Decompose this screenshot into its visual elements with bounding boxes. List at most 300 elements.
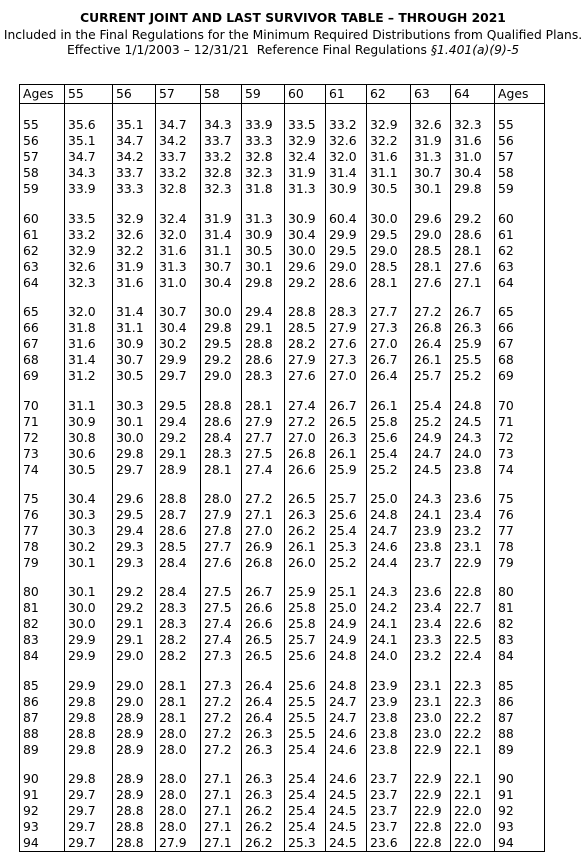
group-spacer xyxy=(20,197,545,210)
spacer-cell xyxy=(201,478,242,491)
spacer-cell xyxy=(65,384,113,397)
table-cell: 32.6 xyxy=(113,227,156,243)
table-cell: 25.7 xyxy=(326,491,367,507)
table-cell: 28.1 xyxy=(156,710,201,726)
spacer-cell xyxy=(285,758,326,771)
row-age-right: 69 xyxy=(495,368,545,384)
spacer-cell xyxy=(65,478,113,491)
table-row xyxy=(20,320,545,336)
table-cell: 24.8 xyxy=(326,648,367,664)
table-cell: 23.4 xyxy=(411,616,451,632)
table-cell: 31.6 xyxy=(367,149,411,165)
table-cell: 22.1 xyxy=(451,742,495,758)
group-spacer xyxy=(20,664,545,677)
row-age-right: 82 xyxy=(495,616,545,632)
table-cell: 32.3 xyxy=(451,117,495,133)
row-age: 78 xyxy=(20,539,65,555)
row-age-right: 80 xyxy=(495,584,545,600)
table-cell: 30.1 xyxy=(411,181,451,197)
table-cell: 30.7 xyxy=(411,165,451,181)
table-cell: 29.8 xyxy=(65,771,113,787)
row-age-right: 55 xyxy=(495,117,545,133)
table-cell: 22.1 xyxy=(451,771,495,787)
row-age: 86 xyxy=(20,694,65,710)
spacer-cell xyxy=(242,758,285,771)
table-cell: 29.3 xyxy=(113,555,156,571)
table-cell: 26.6 xyxy=(242,600,285,616)
table-cell: 23.2 xyxy=(451,523,495,539)
table-cell: 24.8 xyxy=(451,398,495,414)
spacer-cell xyxy=(367,758,411,771)
table-cell: 26.2 xyxy=(285,523,326,539)
table-cell: 24.1 xyxy=(367,632,411,648)
table-cell: 30.9 xyxy=(285,211,326,227)
table-cell: 30.0 xyxy=(113,430,156,446)
spacer-cell xyxy=(20,291,65,304)
table-cell: 31.0 xyxy=(156,275,201,291)
table-cell: 29.9 xyxy=(156,352,201,368)
table-cell: 23.7 xyxy=(367,787,411,803)
spacer-cell xyxy=(285,291,326,304)
table-cell: 26.1 xyxy=(326,446,367,462)
table-row xyxy=(20,462,545,478)
table-cell: 29.5 xyxy=(201,336,242,352)
header-age-57: 57 xyxy=(156,85,201,104)
table-cell: 24.6 xyxy=(326,726,367,742)
group-spacer xyxy=(20,104,545,118)
table-cell: 29.8 xyxy=(242,275,285,291)
table-cell: 27.0 xyxy=(367,336,411,352)
table-cell: 30.1 xyxy=(65,555,113,571)
table-cell: 28.2 xyxy=(156,632,201,648)
row-age: 72 xyxy=(20,430,65,446)
table-cell: 26.5 xyxy=(242,648,285,664)
table-cell: 29.9 xyxy=(65,648,113,664)
table-cell: 22.9 xyxy=(451,555,495,571)
table-cell: 28.0 xyxy=(156,726,201,742)
table-cell: 25.4 xyxy=(285,819,326,835)
table-cell: 22.4 xyxy=(451,648,495,664)
table-cell: 25.1 xyxy=(326,584,367,600)
table-body xyxy=(20,104,545,852)
spacer-cell xyxy=(411,384,451,397)
spacer-cell xyxy=(156,384,201,397)
header-age-59: 59 xyxy=(242,85,285,104)
spacer-cell xyxy=(201,758,242,771)
table-cell: 23.7 xyxy=(367,819,411,835)
group-spacer xyxy=(20,291,545,304)
table-cell: 33.5 xyxy=(65,211,113,227)
table-cell: 25.7 xyxy=(411,368,451,384)
row-age-right: 68 xyxy=(495,352,545,368)
table-cell: 27.1 xyxy=(201,771,242,787)
header-age-60: 60 xyxy=(285,85,326,104)
table-cell: 28.6 xyxy=(156,523,201,539)
row-age: 60 xyxy=(20,211,65,227)
spacer-cell xyxy=(326,758,367,771)
spacer-cell xyxy=(495,664,545,677)
row-age: 92 xyxy=(20,803,65,819)
table-cell: 28.9 xyxy=(113,742,156,758)
row-age: 90 xyxy=(20,771,65,787)
table-cell: 24.9 xyxy=(326,616,367,632)
table-cell: 29.2 xyxy=(201,352,242,368)
row-age: 77 xyxy=(20,523,65,539)
table-cell: 25.6 xyxy=(285,678,326,694)
table-cell: 28.1 xyxy=(451,243,495,259)
table-cell: 27.5 xyxy=(201,600,242,616)
table-cell: 27.2 xyxy=(285,414,326,430)
table-cell: 25.6 xyxy=(285,648,326,664)
table-cell: 23.8 xyxy=(451,462,495,478)
table-cell: 29.2 xyxy=(113,584,156,600)
spacer-cell xyxy=(156,104,201,118)
row-age: 71 xyxy=(20,414,65,430)
table-cell: 27.4 xyxy=(242,462,285,478)
table-cell: 30.9 xyxy=(65,414,113,430)
table-cell: 28.1 xyxy=(156,678,201,694)
spacer-cell xyxy=(201,104,242,118)
table-cell: 23.3 xyxy=(411,632,451,648)
table-row xyxy=(20,227,545,243)
table-cell: 25.2 xyxy=(451,368,495,384)
table-cell: 28.5 xyxy=(367,259,411,275)
table-cell: 23.8 xyxy=(367,710,411,726)
table-cell: 22.9 xyxy=(411,787,451,803)
group-spacer xyxy=(20,571,545,584)
table-cell: 31.6 xyxy=(156,243,201,259)
table-cell: 28.5 xyxy=(285,320,326,336)
table-cell: 25.4 xyxy=(285,787,326,803)
table-cell: 25.5 xyxy=(285,694,326,710)
spacer-cell xyxy=(285,478,326,491)
table-header-row xyxy=(20,85,545,104)
table-cell: 32.6 xyxy=(326,133,367,149)
table-row xyxy=(20,430,545,446)
table-cell: 29.5 xyxy=(156,398,201,414)
table-cell: 30.3 xyxy=(65,507,113,523)
table-cell: 27.6 xyxy=(285,368,326,384)
table-cell: 24.1 xyxy=(411,507,451,523)
table-cell: 23.7 xyxy=(367,803,411,819)
row-age-right: 90 xyxy=(495,771,545,787)
table-cell: 33.9 xyxy=(242,117,285,133)
table-cell: 28.8 xyxy=(242,336,285,352)
table-cell: 28.1 xyxy=(367,275,411,291)
table-cell: 22.2 xyxy=(451,726,495,742)
spacer-cell xyxy=(326,478,367,491)
table-cell: 22.3 xyxy=(451,678,495,694)
table-cell: 25.2 xyxy=(411,414,451,430)
spacer-cell xyxy=(451,197,495,210)
table-cell: 23.8 xyxy=(411,539,451,555)
table-cell: 25.4 xyxy=(367,446,411,462)
spacer-cell xyxy=(326,291,367,304)
row-age-right: 57 xyxy=(495,149,545,165)
table-cell: 35.1 xyxy=(113,117,156,133)
row-age-right: 73 xyxy=(495,446,545,462)
table-cell: 27.6 xyxy=(201,555,242,571)
table-cell: 29.2 xyxy=(451,211,495,227)
row-age: 88 xyxy=(20,726,65,742)
table-cell: 23.6 xyxy=(451,491,495,507)
spacer-cell xyxy=(20,571,65,584)
table-cell: 27.6 xyxy=(326,336,367,352)
table-cell: 24.6 xyxy=(367,539,411,555)
table-cell: 33.5 xyxy=(285,117,326,133)
table-cell: 24.4 xyxy=(367,555,411,571)
table-cell: 31.6 xyxy=(65,336,113,352)
table-cell: 23.8 xyxy=(367,742,411,758)
table-cell: 23.6 xyxy=(411,584,451,600)
table-cell: 23.8 xyxy=(367,726,411,742)
row-age: 67 xyxy=(20,336,65,352)
table-cell: 27.4 xyxy=(201,632,242,648)
table-cell: 31.9 xyxy=(201,211,242,227)
table-cell: 27.1 xyxy=(201,819,242,835)
header-age-58: 58 xyxy=(201,85,242,104)
table-cell: 28.1 xyxy=(242,398,285,414)
table-row xyxy=(20,181,545,197)
table-cell: 34.2 xyxy=(156,133,201,149)
table-cell: 24.5 xyxy=(451,414,495,430)
table-cell: 28.5 xyxy=(156,539,201,555)
table-row xyxy=(20,414,545,430)
table-cell: 33.2 xyxy=(326,117,367,133)
table-cell: 31.4 xyxy=(201,227,242,243)
table-row xyxy=(20,742,545,758)
table-cell: 27.1 xyxy=(451,275,495,291)
table-cell: 26.1 xyxy=(285,539,326,555)
table-cell: 32.6 xyxy=(65,259,113,275)
header-age-56: 56 xyxy=(113,85,156,104)
table-row xyxy=(20,694,545,710)
row-age-right: 94 xyxy=(495,835,545,852)
table-cell: 29.7 xyxy=(156,368,201,384)
table-cell: 29.1 xyxy=(156,446,201,462)
table-cell: 27.1 xyxy=(201,787,242,803)
table-cell: 30.1 xyxy=(113,414,156,430)
table-cell: 27.1 xyxy=(201,835,242,852)
table-cell: 26.9 xyxy=(242,539,285,555)
spacer-cell xyxy=(113,384,156,397)
table-cell: 30.0 xyxy=(201,304,242,320)
spacer-cell xyxy=(65,758,113,771)
row-age: 69 xyxy=(20,368,65,384)
table-cell: 25.8 xyxy=(285,600,326,616)
spacer-cell xyxy=(285,197,326,210)
table-row xyxy=(20,835,545,852)
spacer-cell xyxy=(201,291,242,304)
table-row xyxy=(20,787,545,803)
table-cell: 29.1 xyxy=(242,320,285,336)
table-cell: 32.0 xyxy=(156,227,201,243)
table-cell: 29.7 xyxy=(65,803,113,819)
table-row xyxy=(20,539,545,555)
table-cell: 32.9 xyxy=(113,211,156,227)
table-cell: 35.1 xyxy=(65,133,113,149)
row-age: 56 xyxy=(20,133,65,149)
table-row xyxy=(20,368,545,384)
table-cell: 29.9 xyxy=(65,678,113,694)
row-age-right: 70 xyxy=(495,398,545,414)
table-cell: 31.9 xyxy=(113,259,156,275)
spacer-cell xyxy=(20,197,65,210)
row-age-right: 91 xyxy=(495,787,545,803)
table-cell: 27.4 xyxy=(285,398,326,414)
spacer-cell xyxy=(411,758,451,771)
table-cell: 24.0 xyxy=(367,648,411,664)
table-cell: 26.1 xyxy=(367,398,411,414)
row-age-right: 79 xyxy=(495,555,545,571)
row-age: 80 xyxy=(20,584,65,600)
table-cell: 24.5 xyxy=(326,803,367,819)
table-cell: 32.8 xyxy=(156,181,201,197)
row-age-right: 88 xyxy=(495,726,545,742)
row-age: 70 xyxy=(20,398,65,414)
table-cell: 27.2 xyxy=(201,742,242,758)
table-row xyxy=(20,710,545,726)
document-title: CURRENT JOINT AND LAST SURVIVOR TABLE – THROUGH 2021 xyxy=(80,11,506,25)
table-cell: 27.7 xyxy=(242,430,285,446)
table-cell: 22.8 xyxy=(411,835,451,852)
table-row xyxy=(20,555,545,571)
table-cell: 31.6 xyxy=(451,133,495,149)
table-cell: 30.4 xyxy=(156,320,201,336)
table-cell: 29.0 xyxy=(113,648,156,664)
table-cell: 30.0 xyxy=(65,600,113,616)
table-cell: 22.8 xyxy=(451,584,495,600)
table-cell: 31.1 xyxy=(65,398,113,414)
table-cell: 31.3 xyxy=(242,211,285,227)
table-cell: 30.9 xyxy=(242,227,285,243)
row-age-right: 85 xyxy=(495,678,545,694)
table-cell: 33.3 xyxy=(242,133,285,149)
table-cell: 23.1 xyxy=(451,539,495,555)
spacer-cell xyxy=(495,758,545,771)
table-cell: 22.9 xyxy=(411,803,451,819)
table-cell: 27.2 xyxy=(201,694,242,710)
table-cell: 28.6 xyxy=(242,352,285,368)
table-cell: 24.6 xyxy=(326,771,367,787)
table-cell: 32.0 xyxy=(326,149,367,165)
row-age-right: 66 xyxy=(495,320,545,336)
table-cell: 29.8 xyxy=(201,320,242,336)
table-cell: 31.4 xyxy=(113,304,156,320)
table-cell: 26.5 xyxy=(326,414,367,430)
table-cell: 26.7 xyxy=(367,352,411,368)
spacer-cell xyxy=(285,571,326,584)
table-cell: 27.3 xyxy=(367,320,411,336)
group-spacer xyxy=(20,758,545,771)
table-cell: 28.3 xyxy=(326,304,367,320)
table-cell: 26.4 xyxy=(242,694,285,710)
spacer-cell xyxy=(242,104,285,118)
table-cell: 31.3 xyxy=(411,149,451,165)
table-cell: 34.3 xyxy=(65,165,113,181)
header-age-64: 64 xyxy=(451,85,495,104)
spacer-cell xyxy=(367,384,411,397)
table-cell: 26.4 xyxy=(242,678,285,694)
table-cell: 22.1 xyxy=(451,787,495,803)
row-age-right: 58 xyxy=(495,165,545,181)
table-cell: 27.2 xyxy=(201,710,242,726)
table-cell: 23.1 xyxy=(411,678,451,694)
spacer-cell xyxy=(285,104,326,118)
table-cell: 29.2 xyxy=(285,275,326,291)
row-age: 65 xyxy=(20,304,65,320)
row-age: 83 xyxy=(20,632,65,648)
table-cell: 29.4 xyxy=(113,523,156,539)
table-cell: 28.8 xyxy=(113,819,156,835)
spacer-cell xyxy=(411,571,451,584)
header-ages-right: Ages xyxy=(495,85,545,104)
spacer-cell xyxy=(411,104,451,118)
table-cell: 29.6 xyxy=(285,259,326,275)
spacer-cell xyxy=(326,384,367,397)
table-cell: 26.4 xyxy=(411,336,451,352)
row-age-right: 56 xyxy=(495,133,545,149)
table-cell: 30.0 xyxy=(285,243,326,259)
table-cell: 29.5 xyxy=(367,227,411,243)
table-cell: 35.6 xyxy=(65,117,113,133)
row-age-right: 67 xyxy=(495,336,545,352)
row-age-right: 92 xyxy=(495,803,545,819)
spacer-cell xyxy=(495,478,545,491)
table-cell: 29.9 xyxy=(65,632,113,648)
table-cell: 29.4 xyxy=(242,304,285,320)
table-cell: 24.1 xyxy=(367,616,411,632)
table-cell: 32.9 xyxy=(65,243,113,259)
table-cell: 30.6 xyxy=(65,446,113,462)
table-cell: 30.8 xyxy=(65,430,113,446)
table-cell: 30.1 xyxy=(65,584,113,600)
table-cell: 31.3 xyxy=(156,259,201,275)
table-cell: 24.5 xyxy=(326,819,367,835)
survivor-table xyxy=(19,84,545,852)
spacer-cell xyxy=(242,664,285,677)
table-cell: 25.7 xyxy=(285,632,326,648)
table-cell: 27.9 xyxy=(285,352,326,368)
table-cell: 34.7 xyxy=(113,133,156,149)
table-cell: 26.5 xyxy=(242,632,285,648)
table-row xyxy=(20,819,545,835)
table-cell: 23.4 xyxy=(451,507,495,523)
table-row xyxy=(20,133,545,149)
spacer-cell xyxy=(451,291,495,304)
row-age-right: 77 xyxy=(495,523,545,539)
table-cell: 34.2 xyxy=(113,149,156,165)
row-age: 84 xyxy=(20,648,65,664)
table-row xyxy=(20,259,545,275)
table-cell: 34.3 xyxy=(201,117,242,133)
spacer-cell xyxy=(65,104,113,118)
table-cell: 28.8 xyxy=(156,491,201,507)
table-row xyxy=(20,117,545,133)
table-cell: 32.2 xyxy=(113,243,156,259)
row-age-right: 61 xyxy=(495,227,545,243)
table-cell: 27.7 xyxy=(367,304,411,320)
table-cell: 32.4 xyxy=(285,149,326,165)
table-cell: 25.0 xyxy=(367,491,411,507)
table-cell: 29.8 xyxy=(65,710,113,726)
table-cell: 30.7 xyxy=(201,259,242,275)
table-cell: 29.8 xyxy=(65,742,113,758)
table-cell: 26.5 xyxy=(285,491,326,507)
table-cell: 25.5 xyxy=(451,352,495,368)
spacer-cell xyxy=(201,571,242,584)
row-age-right: 64 xyxy=(495,275,545,291)
